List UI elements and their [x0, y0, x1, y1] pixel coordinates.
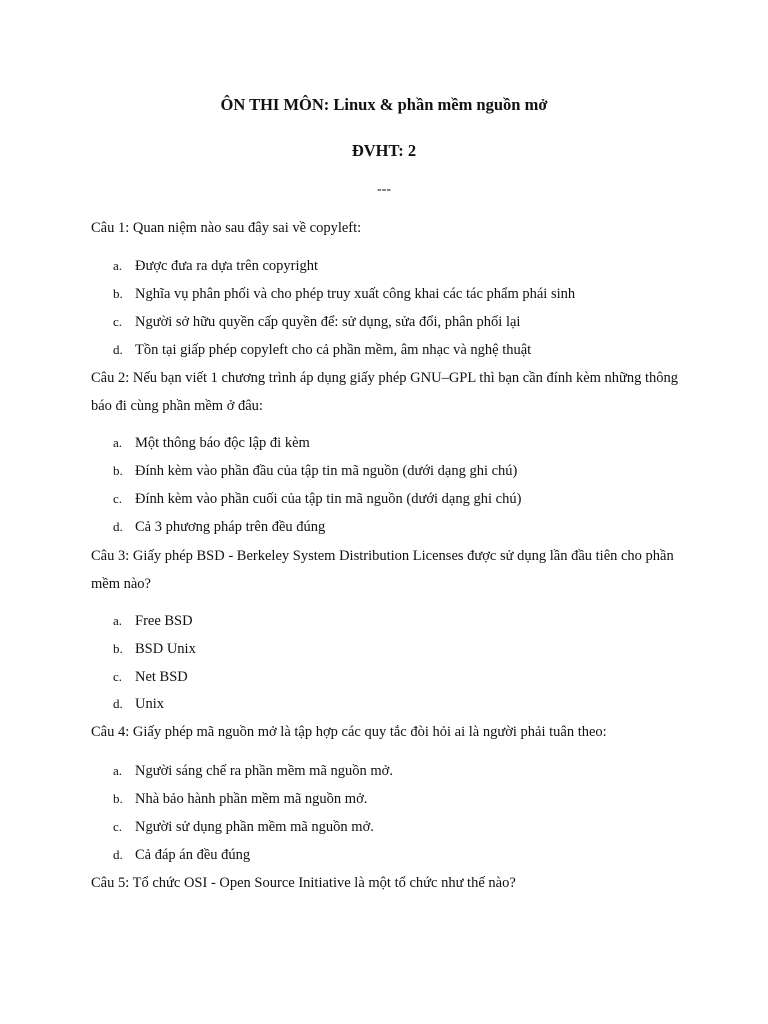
question-2-option-d	[113, 519, 325, 536]
question-4-option-c	[113, 819, 374, 836]
question-1-option-a	[113, 258, 318, 275]
option-letter: c.	[113, 491, 123, 506]
question-4-option-b	[113, 791, 367, 808]
option-text: Đính kèm vào phần cuối của tập tin mã nguồn (dưới dạng ghi chú)	[135, 491, 522, 507]
option-letter: b.	[113, 791, 123, 806]
option-letter: c.	[113, 819, 123, 834]
question-3-option-d	[113, 696, 164, 713]
option-letter: a.	[113, 435, 123, 450]
option-text: Người sử dụng phần mềm mã nguồn mở.	[135, 819, 374, 835]
option-text: Net BSD	[135, 669, 188, 685]
option-text: Free BSD	[135, 613, 193, 629]
question-2-option-b	[113, 463, 517, 480]
option-text: Người sở hữu quyền cấp quyền để: sử dụng, sửa đổi, phân phối lại	[135, 314, 521, 330]
option-letter: d.	[113, 519, 123, 534]
option-text: Nghĩa vụ phân phối và cho phép truy xuất công khai các tác phẩm phái sinh	[135, 286, 576, 302]
document-title: ÔN THI MÔN: Linux & phần mềm nguồn mở	[220, 95, 548, 114]
option-letter: a.	[113, 613, 123, 628]
question-4-text: Câu 4: Giấy phép mã nguồn mở là tập hợp các quy tắc đòi hỏi ai là người phải tuân theo:	[91, 724, 607, 740]
option-text: Unix	[135, 696, 164, 712]
question-2-text: Câu 2: Nếu bạn viết 1 chương trình áp dụng giấy phép GNU–GPL thì bạn cần đính kèm những thông báo đi cùng phần mềm ở đâu:	[91, 370, 679, 414]
option-letter: c.	[113, 669, 123, 684]
question-2-option-a	[113, 435, 310, 452]
option-text: Nhà bảo hành phần mềm mã nguồn mở.	[135, 791, 368, 807]
option-text: Một thông báo độc lập đi kèm	[135, 435, 310, 451]
option-text: Cả đáp án đều đúng	[135, 847, 251, 863]
option-letter: c.	[113, 314, 123, 329]
separator: ---	[377, 182, 391, 197]
question-2-option-c	[113, 491, 521, 508]
option-letter: b.	[113, 286, 123, 301]
option-letter: d.	[113, 342, 123, 357]
option-letter: b.	[113, 641, 123, 656]
option-letter: a.	[113, 258, 123, 273]
question-1-option-c	[113, 314, 520, 331]
question-1-option-b	[113, 286, 575, 303]
question-4-option-d	[113, 847, 250, 864]
option-letter: d.	[113, 696, 123, 711]
document-subtitle: ĐVHT: 2	[351, 141, 417, 160]
option-letter: d.	[113, 847, 123, 862]
question-3-option-b	[113, 641, 196, 658]
option-text: Được đưa ra dựa trên copyright	[135, 258, 319, 274]
question-5-text: Câu 5: Tổ chức OSI - Open Source Initiative là một tổ chức như thế nào?	[91, 875, 516, 891]
option-text: BSD Unix	[135, 641, 196, 657]
option-text: Đính kèm vào phần đầu của tập tin mã nguồn (dưới dạng ghi chú)	[135, 463, 518, 479]
question-3-option-a	[113, 613, 193, 630]
option-text: Tồn tại giấp phép copyleft cho cả phần mềm, âm nhạc và nghệ thuật	[135, 342, 532, 358]
option-letter: a.	[113, 763, 123, 778]
option-text: Người sáng chế ra phần mềm mã nguồn mở.	[135, 763, 393, 779]
question-4-option-a	[113, 763, 393, 780]
question-1-option-d	[113, 342, 531, 359]
option-letter: b.	[113, 463, 123, 478]
option-text: Cả 3 phương pháp trên đều đúng	[135, 519, 326, 535]
question-1-text: Câu 1: Quan niệm nào sau đây sai về copyleft:	[91, 220, 362, 236]
question-3-option-c	[113, 669, 188, 686]
question-3-text: Câu 3: Giấy phép BSD - Berkeley System Distribution Licenses được sử dụng lần đầu tiên cho phần mềm nào?	[91, 548, 674, 592]
